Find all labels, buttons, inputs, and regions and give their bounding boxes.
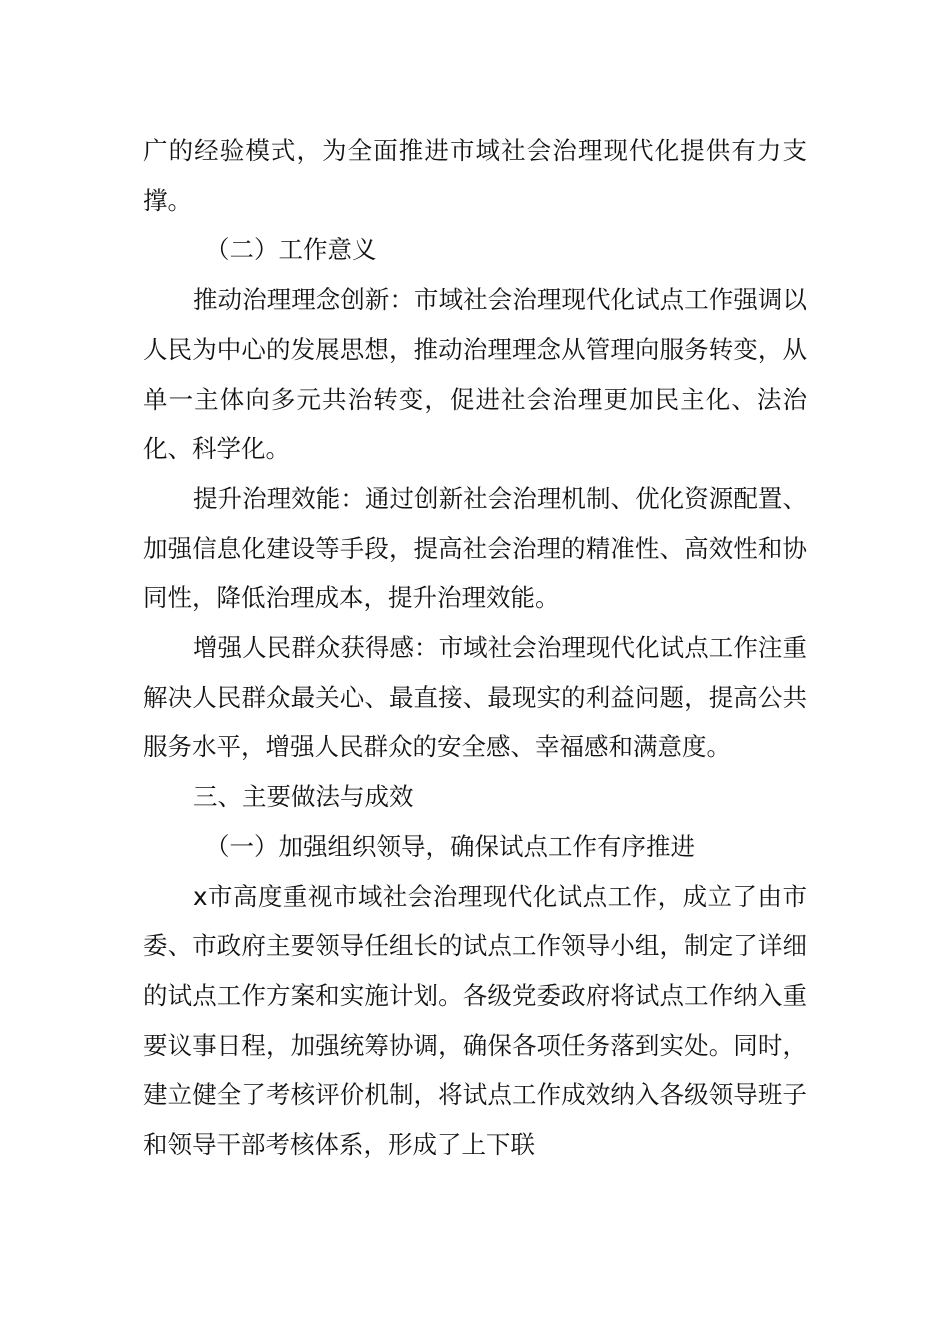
paragraph-city-pilot-work: x市高度重视市域社会治理现代化试点工作，成立了由市委、市政府主要领导任组长的试点工作领导小组，制定了详细的试点工作方案和实施计划。各级党委政府将试点工作纳入重要议事日程，加强统筹协调，确保各项任务落到实处。同时，建立健全了考核评价机制，将试点工作成效纳入各级领导班子和领导干部考核体系，形成了上下联 (143, 881, 807, 1160)
subheading-organizational-leadership: （一）加强组织领导，确保试点工作有序推进 (205, 831, 695, 861)
paragraph-public-satisfaction: 增强人民群众获得感：市域社会治理现代化试点工作注重解决人民群众最关心、最直接、最现实的利益问题，提高公共服务水平，增强人民群众的安全感、幸福感和满意度。 (143, 633, 807, 762)
document-body (143, 126, 807, 1170)
paragraph-governance-efficiency: 提升治理效能：通过创新社会治理机制、优化资源配置、加强信息化建设等手段，提高社会治理的精准性、高效性和协同性，降低治理成本，提升治理效能。 (143, 483, 807, 613)
paragraph-governance-innovation: 推动治理理念创新：市域社会治理现代化试点工作强调以人民为中心的发展思想，推动治理理念从管理向服务转变，从单一主体向多元共治转变，促进社会治理更加民主化、法治化、科学化。 (143, 285, 807, 464)
subheading-work-significance: （二）工作意义 (205, 235, 377, 265)
paragraph-continuation: 广的经验模式，为全面推进市域社会治理现代化提供有力支撑。 (143, 136, 807, 215)
section-heading-main-practices: 三、主要做法与成效 (193, 782, 414, 812)
